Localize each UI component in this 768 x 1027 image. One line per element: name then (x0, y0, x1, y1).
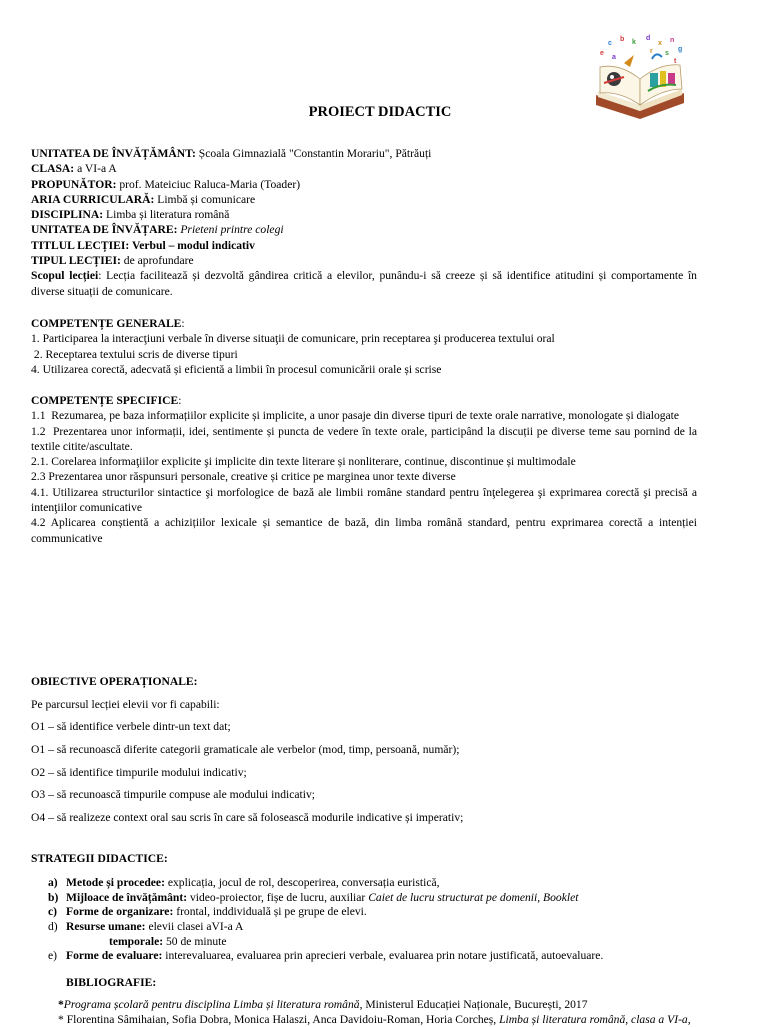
info-unitatea-invatare: UNITATEA DE ÎNVĂȚARE: Prieteni printre colegi (31, 223, 284, 237)
info-unitatea: UNITATEA DE ÎNVĂȚĂMÂNT: Școala Gimnazială "Constantin Morariu", Pătrăuți (31, 147, 432, 160)
competente-generale-heading: COMPETENȚE GENERALE: (31, 317, 185, 330)
strategie-mijloace: b) Mijloace de învățământ: video-proiector, fișe de lucru, auxiliar Caiet de lucru structurat pe domenii, Booklet (48, 890, 579, 904)
bibliografie-item: *Programa școlară pentru disciplina Limba și literatura română, Ministerul Educației Naționale, București, 2017 (58, 998, 588, 1011)
obiectiv-item: O1 – să identifice verbele dintr-un text dat; (31, 720, 231, 734)
strategii-didactice (31, 851, 697, 963)
strategie-metode: a) Metode și procedee: explicația, jocul de rol, descoperirea, conversația euristică, (48, 876, 440, 890)
svg-text:a: a (612, 54, 616, 61)
strategie-forme-organizare: c) Forme de organizare: frontal, inddividuală și pe grupe de elevi. (48, 905, 367, 919)
svg-text:t: t (674, 58, 677, 65)
svg-text:e: e (600, 50, 604, 57)
info-tipul: TIPUL LECȚIEI: de aprofundare (31, 254, 194, 268)
competente-specifice (31, 393, 700, 546)
svg-text:d: d (646, 35, 651, 42)
bibliografie-item: * Florentina Sâmihaian, Sofia Dobra, Monica Halaszi, Anca Davidoiu-Roman, Horia Corcheș, Limba și literatura română, clasa a VI-a, (58, 1013, 691, 1026)
competente-specifice-heading: COMPETENȚE SPECIFICE: (31, 394, 182, 407)
page-title: PROIECT DIDACTIC (308, 104, 452, 120)
svg-text:n: n (670, 37, 675, 44)
obiectiv-item: O2 – să identifice timpurile modului indicativ; (31, 765, 247, 779)
strategie-evaluare: e) Forme de evaluare: interevaluarea, evaluarea prin aprecieri verbale, evaluarea prin notare justificată, autoevaluare. (48, 949, 604, 963)
competente-generale (31, 316, 697, 377)
obiective-intro: Pe parcursul lecției elevii vor fi capabili: (31, 697, 220, 711)
info-titlul: TITLUL LECȚIEI: Verbul – modul indicativ (31, 238, 255, 252)
svg-text:g: g (678, 46, 683, 53)
competenta-generala-item: 2. Receptarea textului scris de diverse tipuri (31, 347, 238, 361)
competenta-specifica-item: 2.3 Prezentarea unor răspunsuri personale, creative și critice pe marginea unor texte diverse (31, 470, 456, 484)
svg-text:r: r (650, 48, 653, 55)
info-clasa: CLASA: a VI-a A (31, 162, 117, 176)
obiectiv-item: O1 – să recunoască diferite categorii gramaticale ale verbelor (mod, timp, persoană, număr); (31, 743, 460, 757)
svg-text:b: b (620, 36, 625, 43)
obiective-heading: OBIECTIVE OPERAȚIONALE: (31, 675, 198, 688)
svg-text:s: s (665, 50, 669, 57)
svg-text:x: x (658, 40, 662, 47)
header-info (31, 146, 697, 299)
strategie-resurse: d) Resurse umane: elevii clasei aVI-a A (48, 920, 244, 934)
competenta-specifica-item: 2.1. Corelarea informaţiilor explicite şi implicite din texte literare și nonliterare, continue, discontinue și multimodale (31, 455, 576, 469)
strategii-heading: STRATEGII DIDACTICE: (31, 852, 168, 865)
svg-text:k: k (632, 39, 636, 46)
svg-text:c: c (608, 40, 612, 47)
info-scopul: Scopul lecției: Lecția facilitează și dezvoltă gândirea critică a elevilor, punându-i să creeze și să identifice atitudini și comportamente în diverse situații de comunicare. (31, 269, 697, 298)
info-propunator: PROPUNĂTOR: prof. Mateiciuc Raluca-Maria (Toader) (31, 177, 301, 191)
competenta-specifica-item: 1.1 Rezumarea, pe baza informațiilor explicite și implicite, a unor pasaje din diverse tipuri de texte orale narrative, monologate și dialogate (31, 409, 680, 423)
competenta-generala-item: 4. Utilizarea corectă, adecvată și eficientă a limbii în procesul comunicării orale și scrise (31, 362, 442, 376)
obiectiv-item: O4 – să realizeze context oral sau scris în care să folosească modurile indicative și imperativ; (31, 811, 464, 825)
competenta-specifica-item: 4.2 Aplicarea conștientă a achizițiilor lexicale și semantice de bază, din limba română standard, pentru exprimarea corectă a intenției communicative (31, 516, 697, 545)
competenta-generala-item: 1. Participarea la interacţiuni verbale în diverse situaţii de comunicare, prin receptarea şi producerea textului oral (31, 332, 555, 346)
obiectiv-item: O3 – să recunoască timpurile compuse ale modului indicativ; (31, 788, 315, 802)
strategie-temporale: temporale: 50 de minute (109, 934, 227, 948)
info-disciplina: DISCIPLINA: Limba și literatura română (31, 208, 230, 222)
info-aria: ARIA CURRICULARĂ: Limbă și comunicare (31, 192, 256, 206)
obiective-operationale (31, 674, 697, 833)
bibliografie-heading: BIBLIOGRAFIE: (66, 976, 157, 989)
competenta-specifica-item: 4.1. Utilizarea structurilor sintactice şi morfologice de bază ale limbii române standard pentru înţelegerea şi exprimarea corectă şi precisă a intenţiilor comunicative (31, 485, 697, 515)
competenta-specifica-item: 1.2 Prezentarea unor informații, idei, sentimente și puncta de vedere în texte orale, participând la discuții pe diverse teme sau pornind de la textile citite/ascultate. (31, 424, 700, 453)
